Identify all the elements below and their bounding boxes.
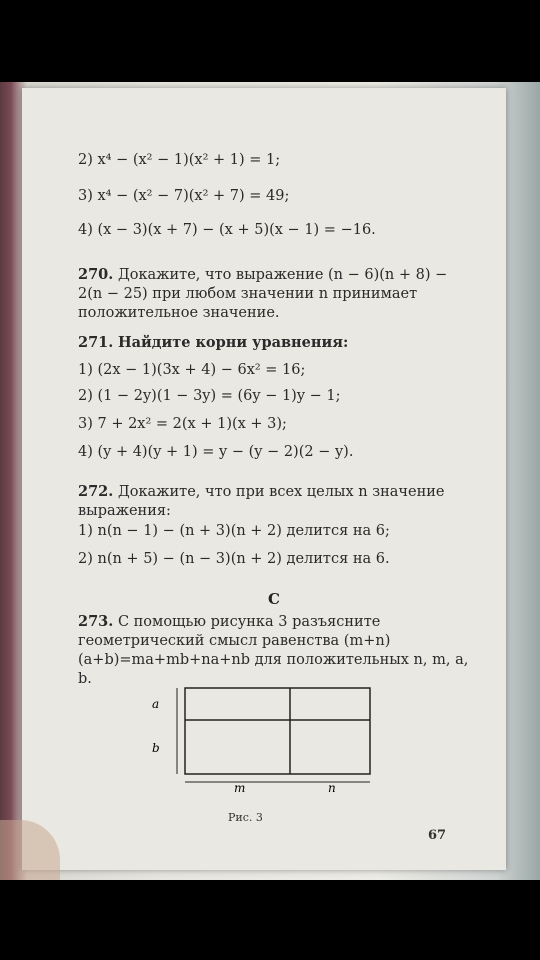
equation-2: 2) x⁴ − (x² − 1)(x² + 1) = 1; [78,152,281,168]
label-b: b [152,741,160,755]
outer-rectangle [185,688,370,774]
list-item: 1) (2x − 1)(3x + 4) − 6x² = 16; [78,362,306,378]
problem-270 [78,265,470,323]
list-item: 2) (1 − 2y)(1 − 3y) = (6y − 1)y − 1; [78,388,341,404]
list-item: 3) 7 + 2x² = 2(x + 1)(x + 3); [78,416,287,432]
list-item: 2) n(n + 5) − (n − 3)(n + 2) делится на 6. [78,551,390,567]
problem-273 [78,612,470,689]
label-a: a [152,697,160,711]
problem-text: Докажите, что выражение (n − 6)(n + 8) − 2(n − 25) при любом значении n принимает положительное значение. [78,267,448,321]
page-number: 67 [428,828,447,843]
figure-caption: Рис. 3 [228,811,263,824]
problem-number: 270. [78,266,114,283]
figure-3 [152,682,380,812]
label-m: m [234,781,246,795]
list-item: 4) (y + 4)(y + 1) = y − (y − 2)(2 − y). [78,444,354,460]
equation-4: 4) (x − 3)(x + 7) − (x + 5)(x − 1) = −16. [78,222,376,238]
label-n: n [328,781,336,795]
problem-text: С помощью рисунка 3 разъясните геометрический смысл равенства (m+n)(a+b)=ma+mb+na+nb для положительных n, m, a, b. [78,614,469,687]
list-item: 1) n(n − 1) − (n + 3)(n + 2) делится на 6; [78,523,390,539]
problem-number: 271. [78,334,114,351]
problem-271-title [78,333,470,353]
equation-3: 3) x⁴ − (x² − 7)(x² + 7) = 49; [78,188,290,204]
section-heading: C [268,590,280,608]
problem-number: 273. [78,613,114,630]
problem-text: Найдите корни уравнения: [117,334,349,351]
problem-text: Докажите, что при всех целых n значение выражения: [78,484,445,519]
problem-272 [78,482,470,521]
problem-number: 272. [78,483,114,500]
